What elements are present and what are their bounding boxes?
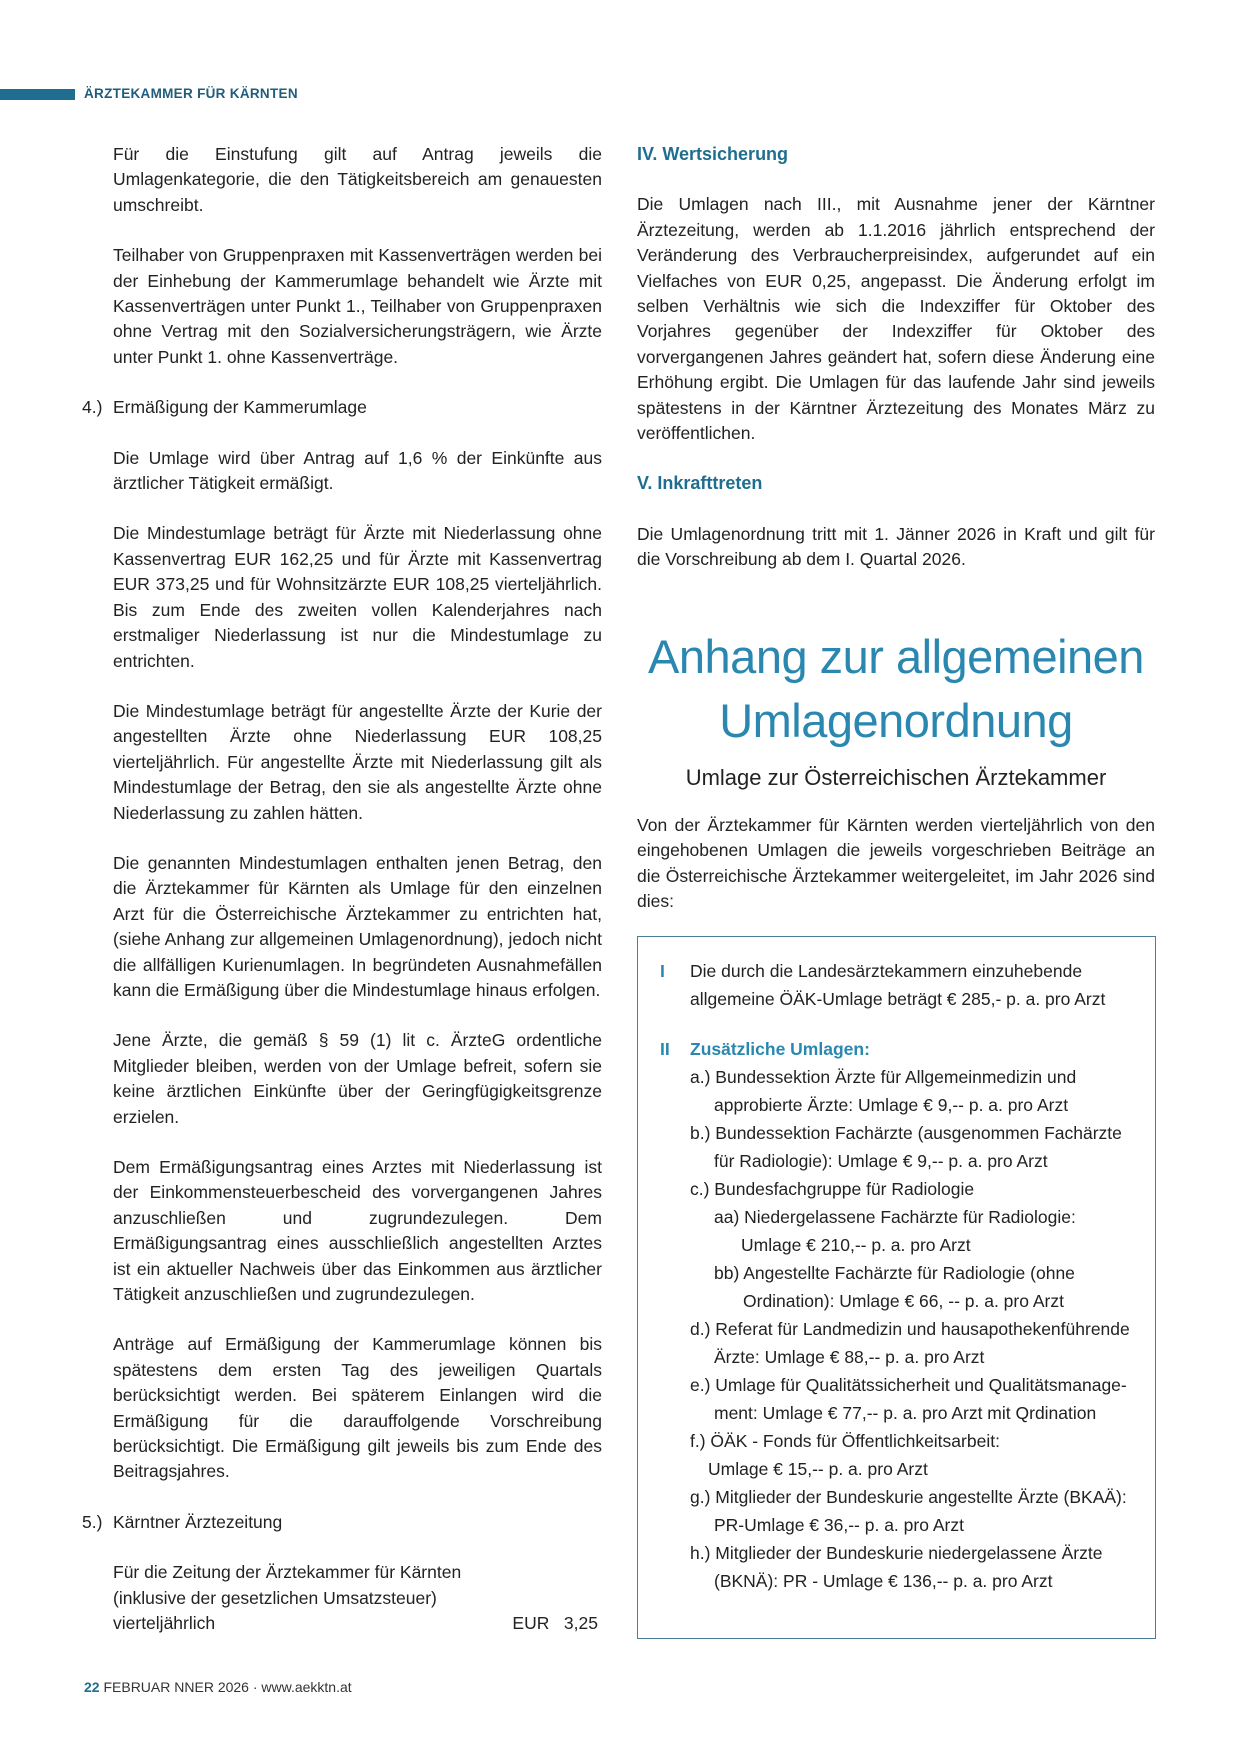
roman-numeral: I [660,961,665,981]
annex-title-line: Anhang zur allgemeinen [648,629,1144,683]
paragraph-mindestumlage-angestellte: Die Mindestumlage beträgt für angestellte Ärzte der Kurie der angestellten Ärzte ohne Niederlassung EUR 108,25 vierteljährlich. Für angestellte Ärzte mit Niederlassung gilt als Mindestumlage der Betrag, den sie als angestellte Ärzte ohne Niederlassung zu zahlen hätten. [113,700,602,823]
paragraph-mindestumlage-niederlassung: Die Mindestumlage beträgt für Ärzte mit Niederlassung ohne Kassenvertrag EUR 162,25 und für Ärzte mit Kassenvertrag EUR 373,25 und für Wohnsitzärzte EUR 108,25 vierteljährlich. Bis zum Ende des zweiten vollen Kalenderjahres nach erstmaliger Niederlassung ist nur die Mindestumlage zu entrichten. [113,523,602,671]
heading-inkrafttreten: V. Inkrafttreten [637,473,763,494]
section-number: 5.) [82,1511,103,1532]
box-subheading: Zusätzliche Umlagen: [690,1039,870,1059]
box-item-i [660,957,1155,1013]
section-title: Kärntner Ärztezeitung [113,1511,283,1532]
list-item-bb-cont: Ordination): Umlage € 66, -- p. a. pro Arzt [743,1291,1064,1311]
zusaetzliche-umlagen-list [660,1063,1155,1595]
section-number: 4.) [82,397,103,418]
box-item-ii [660,1035,1155,1063]
zeitung-amount: EUR 3,25 [512,1613,598,1634]
list-item-h: h.) Mitglieder der Bundeskurie niedergelassene Ärzte [690,1543,1103,1563]
list-item-f-cont: Umlage € 15,-- p. a. pro Arzt [708,1459,928,1479]
heading-wertsicherung: IV. Wertsicherung [637,144,789,164]
list-item-b: b.) Bundessektion Fachärzte (ausgenommen Fachärzte [690,1123,1122,1143]
list-item-d: d.) Referat für Landmedizin und hausapothekenführende [690,1319,1130,1339]
section-4-heading [82,395,602,420]
list-item-h-cont: (BKNÄ): PR - Umlage € 136,-- p. a. pro Arzt [714,1571,1053,1591]
left-column [82,142,602,1637]
list-item-a-cont: approbierte Ärzte: Umlage € 9,-- p. a. pro Arzt [714,1095,1069,1115]
box-line: allgemeine ÖÄK-Umlage beträgt € 285,- p. a. pro Arzt [690,989,1106,1009]
zeitung-line: (inklusive der gesetzlichen Umsatzsteuer) [113,1587,437,1608]
box-line: Die durch die Landesärztekammern einzuhebende [690,961,1083,981]
list-item-g: g.) Mitglieder der Bundeskurie angestellte Ärzte (BKAÄ): [690,1487,1127,1507]
list-item-f: f.) ÖÄK - Fonds für Öffentlichkeitsarbeit: [690,1431,1000,1451]
section-5-heading [82,1510,602,1535]
paragraph-wertsicherung: Die Umlagen nach III., mit Ausnahme jener der Kärntner Ärztezeitung, werden ab 1.1.2016 jährlich entsprechend der Veränderung des Verbraucherpreisindex, aufgerundet auf ein Vielfaches von EUR 0,25, angepasst. Die Änderung erfolgt im selben Verhältnis wie sich die Indexziffer für Oktober des Vorjahres gegenüber der Indexziffer für Oktober des vorvergangenen Jahres geändert hat, sofern diese Änderung eine Erhöhung ergibt. Die Umlagen für das laufende Jahr sind jeweils spätestens in der Kärntner Ärztezeitung des Monates März zu veröffentlichen. [637,194,1155,444]
list-item-d-cont: Ärzte: Umlage € 88,-- p. a. pro Arzt [714,1347,985,1367]
running-header: ÄRZTEKAMMER FÜR KÄRNTEN [84,86,298,101]
zeitung-line: Für die Zeitung der Ärztekammer für Kärnten [113,1562,462,1583]
section-title: Ermäßigung der Kammerumlage [113,397,367,418]
paragraph-ermaessigung: Die Umlage wird über Antrag auf 1,6 % der Einkünfte aus ärztlicher Tätigkeit ermäßigt. [113,447,602,494]
header-accent-bar [0,89,75,100]
page-number: 22 [84,1679,100,1695]
zeitung-fee-block [82,1560,602,1636]
roman-numeral: II [660,1039,670,1059]
page-footer [84,1677,352,1697]
list-item-b-cont: für Radiologie): Umlage € 9,-- p. a. pro Arzt [714,1151,1048,1171]
annex-title [637,625,1155,753]
paragraph-antraege: Anträge auf Ermäßigung der Kammerumlage können bis spätestens dem ersten Tag des jeweiligen Quartals berücksichtigt werden. Bei späterem Einlangen wird die Ermäßigung für die darauffolgende Vorschreibung berücksichtigt. Die Ermäßigung gilt jeweils bis zum Ende des Beitragsjahres. [113,1334,602,1482]
paragraph-mindestumlagen-betrag: Die genannten Mindestumlagen enthalten jenen Betrag, den die Ärztekammer für Kärnten als Umlage für den einzelnen Arzt für die Österreichische Ärztekammer zu entrichten hat, (siehe Anhang zur allgemeinen Umlagenordnung), jedoch nicht die allfälligen Kurienumlagen. In begründeten Ausnahmefällen kann die Ermäßigung über die Mindestumlage hinaus erfolgen. [113,852,602,1000]
annex-subtitle: Umlage zur Österreichischen Ärztekammer [685,764,1107,790]
zeitung-amount-row [113,1611,602,1636]
paragraph-ermaessigungsantrag: Dem Ermäßigungsantrag eines Arztes mit Niederlassung ist der Einkommensteuerbescheid des vorvergangenen Jahres anzuschließen und zugrundezulegen. Dem Ermäßigungsantrag eines ausschließlich angestellten Arztes ist ein aktueller Nachweis über das Einkommen aus ärztlicher Tätigkeit anzuschließen und zugrundezulegen. [113,1157,602,1305]
right-column [637,142,1155,914]
list-item-aa: aa) Niedergelassene Fachärzte für Radiologie: [714,1207,1076,1227]
paragraph-annex-intro: Von der Ärztekammer für Kärnten werden vierteljährlich von den eingehobenen Umlagen die jeweils vorgeschrieben Beiträge an die Österreichische Ärztekammer weitergeleitet, im Jahr 2026 sind dies: [637,814,1155,911]
paragraph-gruppenpraxen: Teilhaber von Gruppenpraxen mit Kassenverträgen werden bei der Einhebung der Kammerumlage behandelt wie Ärzte mit Kassenverträgen unter Punkt 1., Teilhaber von Gruppenpraxen ohne Vertrag mit den Sozialversicherungsträgern, wie Ärzte unter Punkt 1. ohne Kassenverträge. [113,245,602,367]
list-item-e-cont: ment: Umlage € 77,-- p. a. pro Arzt mit Qrdination [714,1403,1097,1423]
footer-text: FEBRUAR NNER 2026 · www.aekktn.at [103,1679,352,1695]
list-item-g-cont: PR-Umlage € 36,-- p. a. pro Arzt [714,1515,964,1535]
list-item-a: a.) Bundessektion Ärzte für Allgemeinmedizin und [690,1067,1077,1087]
umlagen-box [637,936,1156,1639]
list-item-bb: bb) Angestellte Fachärzte für Radiologie (ohne [714,1263,1075,1283]
zeitung-period: vierteljährlich [113,1613,216,1634]
annex-title-line: Umlagenordnung [719,693,1073,747]
paragraph-befreiung: Jene Ärzte, die gemäß § 59 (1) lit c. ÄrzteG ordentliche Mitglieder bleiben, werden von der Umlage befreit, sofern sie keine ärztlichen Einkünfte über der Geringfügigkeitsgrenze erzielen. [113,1030,602,1127]
list-item-c: c.) Bundesfachgruppe für Radiologie [690,1179,975,1199]
paragraph-einstufung: Für die Einstufung gilt auf Antrag jeweils die Umlagenkategorie, die den Tätigkeitsbereich am genauesten umschreibt. [113,144,602,215]
list-item-e: e.) Umlage für Qualitätssicherheit und Qualitätsmanage- [690,1375,1127,1395]
paragraph-inkrafttreten: Die Umlagenordnung tritt mit 1. Jänner 2026 in Kraft und gilt für die Vorschreibung ab dem I. Quartal 2026. [637,523,1155,570]
list-item-aa-cont: Umlage € 210,-- p. a. pro Arzt [741,1235,971,1255]
